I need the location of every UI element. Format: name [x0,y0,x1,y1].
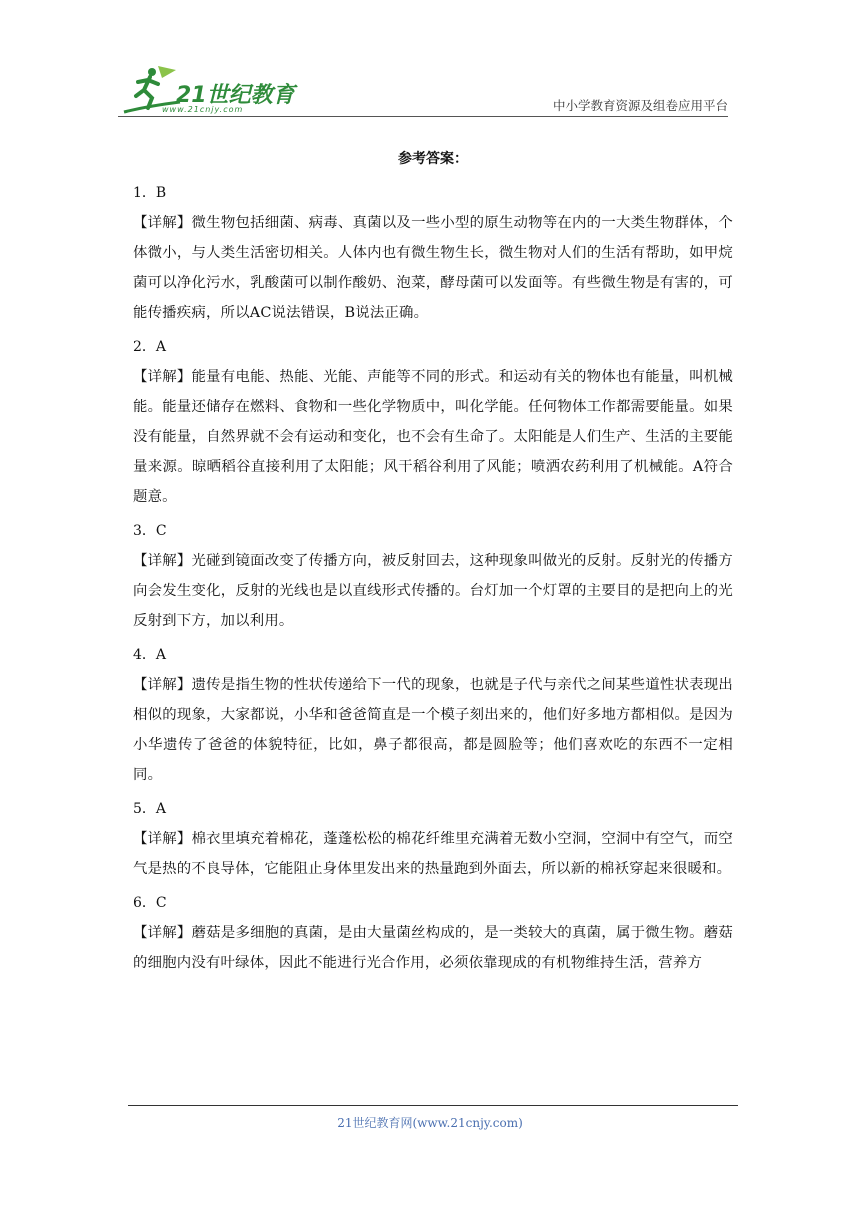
detail-tag: 【详解】 [133,831,192,847]
page-header [118,62,728,118]
answer-detail [133,918,733,978]
answer-item [133,640,733,790]
detail-text: 微生物包括细菌、病毒、真菌以及一些小型的原生动物等在内的一大类生物群体，个体微小，与人类生活密切相关。人体内也有微生物生长，微生物对人们的生活有帮助，如甲烷菌可以净化污水，乳酸菌可以制作酸奶、泡菜，酵母菌可以发面等。有些微生物是有害的，可能传播疾病，所以AC说法错误，B说法正确。 [133,215,733,321]
detail-text: 蘑菇是多细胞的真菌，是由大量菌丝构成的，是一类较大的真菌，属于微生物。蘑菇的细胞内没有叶绿体，因此不能进行光合作用，必须依靠现成的有机物维持生活，营养方 [133,925,733,971]
detail-tag: 【详解】 [133,553,192,569]
answer-number: 1．B [133,185,167,201]
detail-tag: 【详解】 [133,369,192,385]
answer-detail [133,208,733,328]
answer-item [133,794,733,884]
answer-number: 5．A [133,801,167,817]
detail-text: 能量有电能、热能、光能、声能等不同的形式。和运动有关的物体也有能量，叫机械能。能量还储存在燃料、食物和一些化学物质中，叫化学能。任何物体工作都需要能量。如果没有能量，自然界就不会有运动和变化，也不会有生命了。太阳能是人们生产、生活的主要能量来源。晾晒稻谷直接利用了太阳能；风干稻谷利用了风能；喷洒农药利用了机械能。A符合题意。 [133,369,733,505]
detail-tag: 【详解】 [133,677,192,693]
platform-name: 中小学教育资源及组卷应用平台 [552,98,728,113]
header-divider [118,116,728,117]
footer-link[interactable]: 21世纪教育网(www.21cnjy.com) [337,1116,523,1130]
logo-text: 21世纪教育 [176,83,295,108]
answer-detail [133,546,733,636]
answer-number: 2．A [133,339,167,355]
detail-text: 棉衣里填充着棉花，蓬蓬松松的棉花纤维里充满着无数小空洞，空洞中有空气，而空气是热的不良导体，它能阻止身体里发出来的热量跑到外面去，所以新的棉袄穿起来很暖和。 [133,831,733,877]
answer-content [133,148,733,982]
answer-item [133,516,733,636]
answer-detail [133,362,733,512]
site-logo[interactable] [118,62,298,118]
answer-number: 6．C [133,895,167,911]
answer-number: 4．A [133,647,167,663]
answer-detail [133,824,733,884]
footer-divider [128,1105,738,1106]
detail-text: 遗传是指生物的性状传递给下一代的现象，也就是子代与亲代之间某些道性状表现出相似的现象，大家都说，小华和爸爸简直是一个模子刻出来的，他们好多地方都相似。是因为小华遗传了爸爸的体貌特征，比如，鼻子都很高，都是圆脸等；他们喜欢吃的东西不一定相同。 [133,677,733,783]
answer-number: 3．C [133,523,167,539]
logo-url: www.21cnjy.com [162,105,244,114]
detail-tag: 【详解】 [133,925,192,941]
detail-text: 光碰到镜面改变了传播方向，被反射回去，这种现象叫做光的反射。反射光的传播方向会发生变化，反射的光线也是以直线形式传播的。台灯加一个灯罩的主要目的是把向上的光反射到下方，加以利用。 [133,553,733,629]
answer-detail [133,670,733,790]
detail-tag: 【详解】 [133,215,192,231]
answer-item [133,178,733,328]
answers-title: 参考答案： [398,151,468,167]
answer-item [133,888,733,978]
answer-item [133,332,733,512]
